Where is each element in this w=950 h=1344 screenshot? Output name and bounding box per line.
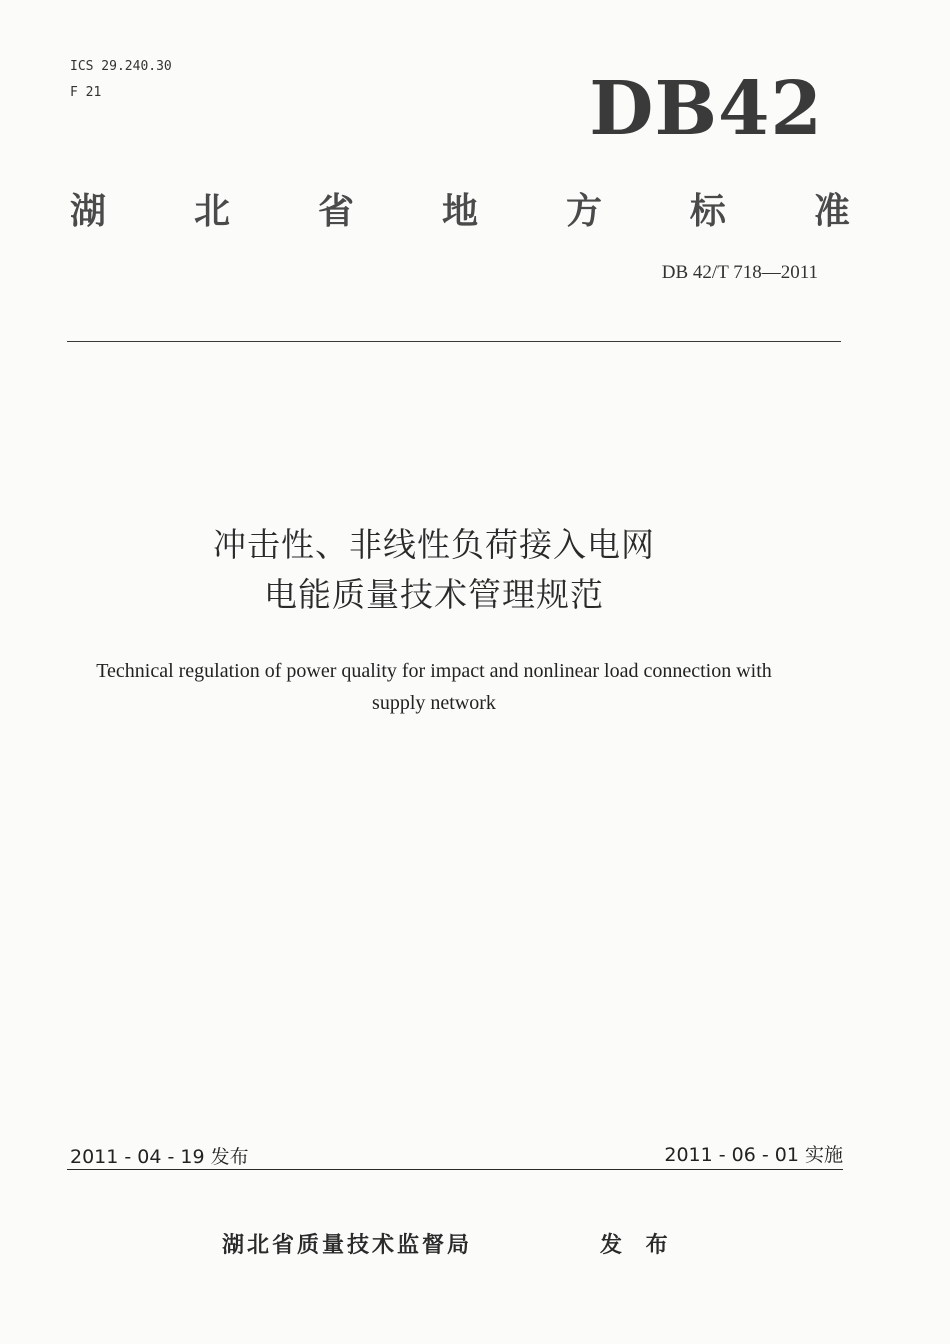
chinese-title-line-1: 冲击性、非线性负荷接入电网 [213, 525, 655, 564]
standard-type-char: 省 [317, 191, 354, 232]
english-title [30, 655, 838, 719]
ccs-code: F 21 [70, 85, 102, 100]
chinese-title [0, 520, 868, 620]
standard-type-char: 地 [441, 191, 478, 232]
standard-logo: DB42 [589, 66, 823, 152]
footer-divider [67, 1169, 843, 1170]
publisher-name: 湖北省质量技术监督局 [222, 1233, 473, 1258]
implement-date: 2011 - 06 - 01 实施 [664, 1144, 843, 1166]
chinese-title-line-2: 电能质量技术管理规范 [264, 575, 604, 614]
classification-codes [70, 54, 172, 106]
ics-code: ICS 29.240.30 [70, 59, 172, 74]
issue-date: 2011 - 04 - 19 发布 [70, 1146, 249, 1168]
standard-type-char: 北 [193, 191, 230, 232]
standard-type-char: 准 [813, 191, 850, 232]
english-title-line-2: supply network [372, 692, 496, 714]
standard-number: DB 42/T 718—2011 [661, 262, 818, 283]
publish-label: 发 布 [600, 1233, 676, 1258]
header-divider [67, 341, 841, 342]
standard-type-char: 湖 [70, 191, 107, 232]
standard-type-char: 方 [565, 191, 602, 232]
standard-type-char: 标 [689, 191, 726, 232]
english-title-line-1: Technical regulation of power quality for impact and nonlinear load connection with [96, 660, 772, 682]
standard-type-heading [70, 190, 850, 234]
